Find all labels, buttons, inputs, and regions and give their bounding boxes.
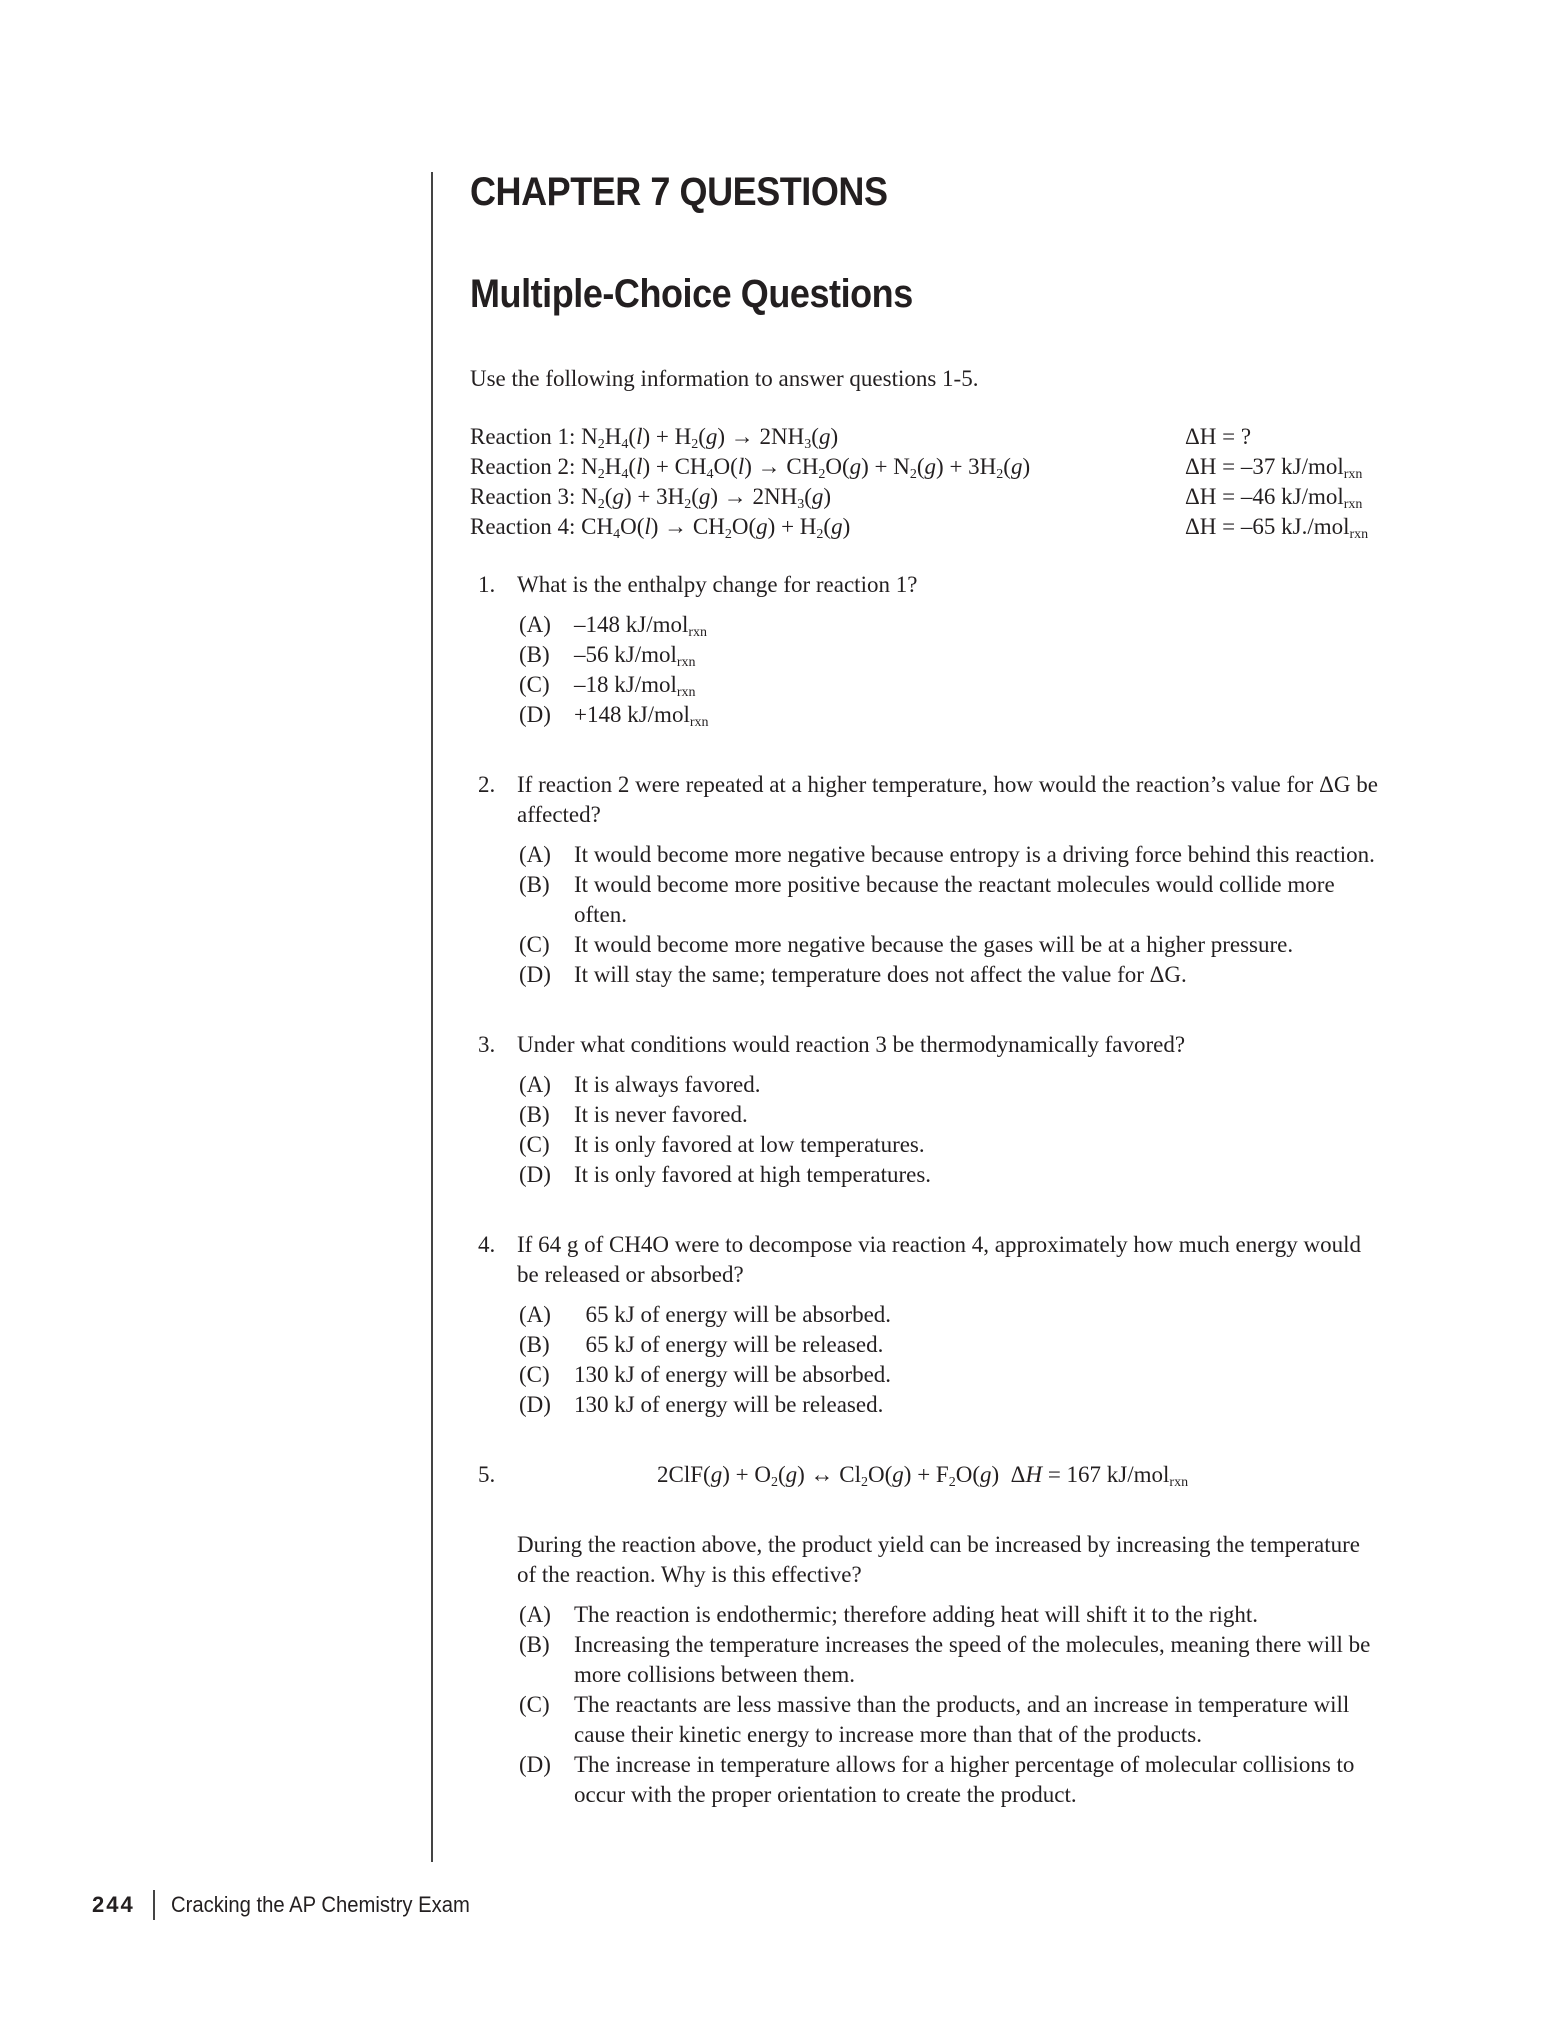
page-number: 244: [92, 1892, 135, 1917]
reaction-4: [470, 512, 1380, 542]
answer-choice-b: (B) It would become more positive because the reactant molecules would collide more often.: [519, 872, 1335, 927]
question-number: 2.: [478, 772, 496, 797]
answer-choices: [517, 610, 1380, 730]
answer-choices: [517, 1600, 1380, 1810]
section-title: Multiple-Choice Questions: [470, 272, 913, 316]
intro-text: Use the following information to answer questions 1-5.: [470, 366, 979, 391]
question-2: [470, 770, 1380, 990]
chapter-title: CHAPTER 7 QUESTIONS: [470, 170, 888, 214]
question-3: [470, 1030, 1380, 1190]
answer-choice-d: (D) The increase in temperature allows for a higher percentage of molecular collisions to occur with the proper orientation to create the product.: [519, 1752, 1355, 1807]
answer-choice-a: (A) The reaction is endothermic; therefore adding heat will shift it to the right.: [519, 1602, 1259, 1627]
answer-choices: [517, 1070, 1380, 1190]
answer-choice-d: (D) +148 kJ/mol$_{rxn}$: [519, 702, 709, 730]
reaction-2-equation: Reaction 2: $N_2H_4(l) + CH_4O(l) \to CH_2O(g) + N_2(g) + 3H_2(g)$: [470, 454, 1031, 482]
question-text: If 64 g of CH4O were to decompose via reaction 4, approximately how much energy would be released or absorbed?: [517, 1232, 1361, 1287]
answer-choice-a: (A) It would become more negative because entropy is a driving force behind this reaction.: [519, 842, 1375, 867]
reaction-3-enthalpy: ΔH = –46 kJ/mol$_{rxn}$: [1185, 484, 1363, 512]
answer-choice-a: (A) 65 kJ of energy will be absorbed.: [519, 1302, 892, 1327]
book-title: Cracking the AP Chemistry Exam: [170, 1892, 470, 1917]
answer-choice-a: (A) –148 kJ/mol$_{rxn}$: [519, 612, 708, 640]
question-text: If reaction 2 were repeated at a higher temperature, how would the reaction’s value for ΔG be affected?: [517, 772, 1378, 827]
reaction-4-enthalpy: ΔH = –65 kJ./mol$_{rxn}$: [1185, 514, 1369, 542]
margin-rule: [431, 172, 433, 1862]
question-text: Under what conditions would reaction 3 be thermodynamically favored?: [517, 1032, 1186, 1057]
answer-choice-d: (D) 130 kJ of energy will be released.: [519, 1392, 884, 1417]
answer-choice-d: (D) It will stay the same; temperature does not affect the value for ΔG.: [519, 962, 1187, 987]
answer-choice-c: (C) –18 kJ/mol$_{rxn}$: [519, 672, 696, 700]
reaction-4-equation: Reaction 4: $CH_4O(l) \to CH_2O(g) + H_2(g)$: [470, 514, 851, 542]
reaction-3: [470, 482, 1380, 512]
question-text: What is the enthalpy change for reaction 1?: [517, 572, 918, 597]
reaction-2: [470, 452, 1380, 482]
answer-choices: [517, 840, 1380, 990]
reaction-3-equation: Reaction 3: $N_2(g) + 3H_2(g) \to 2NH_3(g)$: [470, 484, 832, 512]
question-number: 4.: [478, 1232, 496, 1257]
answer-choice-c: (C) It is only favored at low temperatures.: [519, 1132, 925, 1157]
answer-choice-b: (B) –56 kJ/mol$_{rxn}$: [519, 642, 696, 670]
answer-choice-d: (D) It is only favored at high temperatures.: [519, 1162, 932, 1187]
page-footer: [92, 1890, 496, 1920]
question-list: [470, 570, 1380, 1810]
answer-choice-c: (C) It would become more negative because the gases will be at a higher pressure.: [519, 932, 1294, 957]
reaction-1-enthalpy: ΔH = ?: [1185, 424, 1252, 449]
answer-choice-a: (A) It is always favored.: [519, 1072, 761, 1097]
question-1: [470, 570, 1380, 730]
question-5-equation: $2ClF(g) + O_2(g)$ ↔ $Cl_2O(g) + F_2O(g) \Delta H = 167$ kJ/mol$_{rxn}$: [657, 1462, 1189, 1490]
reactions-list: [470, 422, 1380, 542]
reaction-1-equation: Reaction 1: $N_2H_4(l) + H_2(g) \to 2NH_3(g)$: [470, 424, 839, 452]
footer-divider: [153, 1890, 155, 1920]
reaction-1: [470, 422, 1380, 452]
question-5: [470, 1460, 1380, 1810]
answer-choice-b: (B) Increasing the temperature increases the speed of the molecules, meaning there will be more collisions between them.: [519, 1632, 1371, 1687]
answer-choice-b: (B) 65 kJ of energy will be released.: [519, 1332, 884, 1357]
page-content: [470, 160, 1380, 1810]
reaction-2-enthalpy: ΔH = –37 kJ/mol$_{rxn}$: [1185, 454, 1363, 482]
answer-choice-b: (B) It is never favored.: [519, 1102, 748, 1127]
question-text: During the reaction above, the product yield can be increased by increasing the temperature of the reaction. Why is this effective?: [517, 1532, 1360, 1587]
answer-choices: [517, 1300, 1380, 1420]
answer-choice-c: (C) 130 kJ of energy will be absorbed.: [519, 1362, 892, 1387]
question-number: 1.: [478, 572, 496, 597]
answer-choice-c: (C) The reactants are less massive than the products, and an increase in temperature will cause their kinetic energy to increase more than that of the products.: [519, 1692, 1350, 1747]
question-number: 5.: [478, 1462, 496, 1487]
question-number: 3.: [478, 1032, 496, 1057]
question-4: [470, 1230, 1380, 1420]
